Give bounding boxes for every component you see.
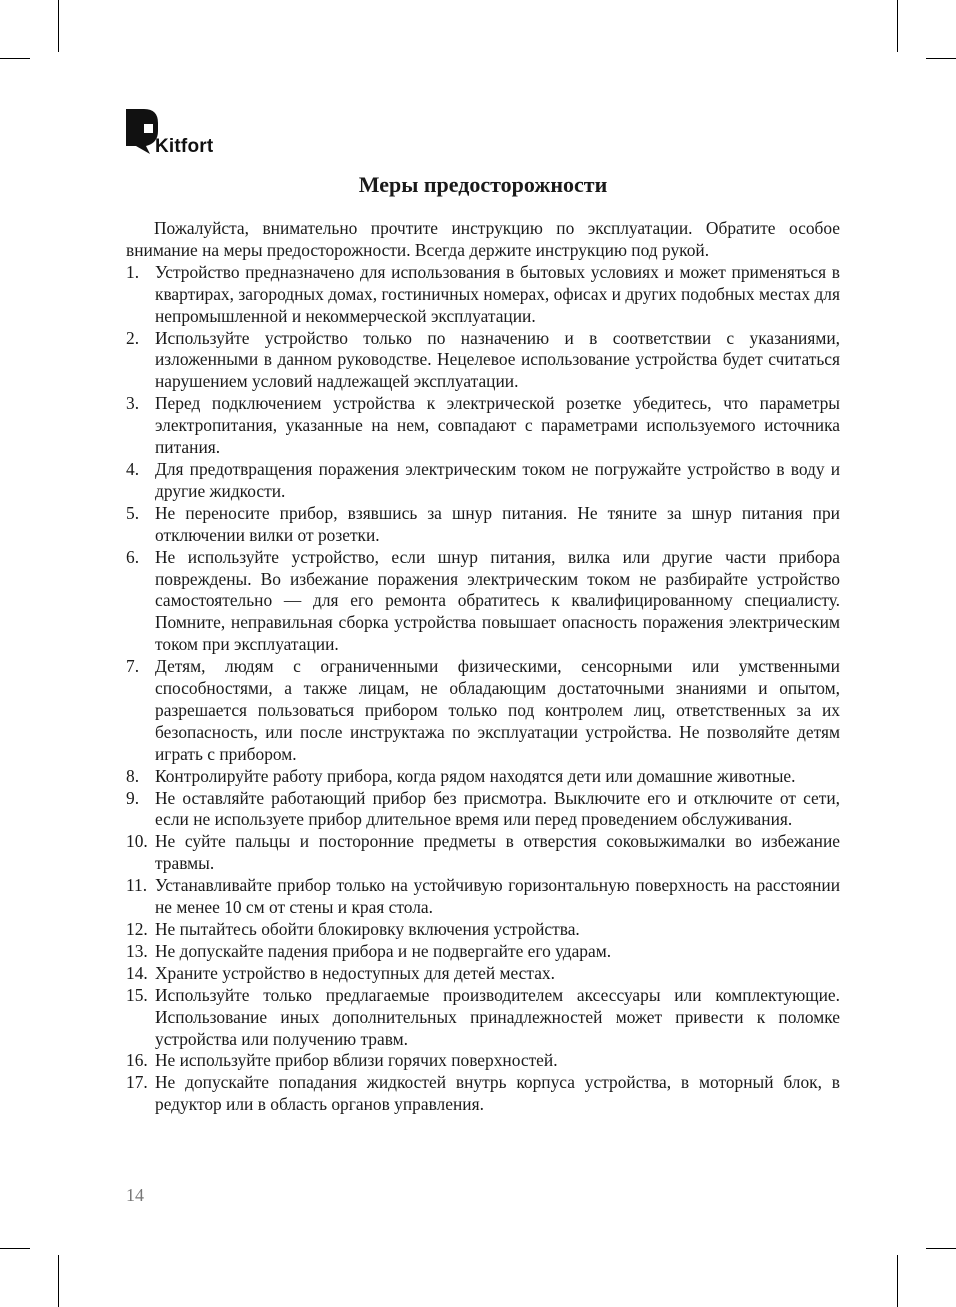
brand-name: Kitfort (155, 136, 214, 157)
safety-rule-item (126, 919, 840, 941)
safety-rule-item (126, 875, 840, 919)
safety-rule-item (126, 1050, 840, 1072)
safety-rule-item (126, 985, 840, 1051)
crop-mark-right-top (926, 58, 956, 59)
rule-text: Не используйте прибор вблизи горячих поверхностей. (155, 1050, 558, 1071)
rule-number: 1. (126, 261, 140, 282)
rule-number: 9. (126, 787, 140, 808)
rule-text: Перед подключением устройства к электрической розетке убедитесь, что параметры электропитания, указанные на нем, совпадают с параметрами используемого источника питания. (155, 393, 840, 458)
rule-text: Не используйте устройство, если шнур питания, вилка или другие части прибора повреждены. Во избежание поражения электрическим током не разбирайте устройство самостоятельно — для его ремонта обратитесь к квалифицированному специалисту. Помните, неправильная сборка устройства повышает опасность поражения электрическим током при эксплуатации. (155, 546, 840, 655)
rule-text: Используйте устройство только по назначению и в соответствии с указаниями, изложенными в данном руководстве. Нецелевое использование устройства будет считаться нарушением условий надлежащей эксплуатации. (155, 327, 840, 392)
rule-number: 11. (126, 875, 148, 896)
safety-rule-item (126, 393, 840, 459)
crop-mark-bottom-right (897, 1255, 898, 1307)
rule-number: 13. (126, 940, 148, 961)
safety-rule-item (126, 547, 840, 657)
brand-logo (126, 109, 226, 159)
rule-number: 7. (126, 656, 140, 677)
rule-number: 12. (126, 919, 148, 939)
rule-number: 10. (126, 831, 148, 852)
rule-number: 5. (126, 502, 140, 523)
rule-number: 4. (126, 458, 140, 479)
rule-text: Не пытайтесь обойти блокировку включения устройства. (155, 919, 580, 939)
safety-rule-item (126, 831, 840, 875)
rule-number: 14. (126, 962, 148, 983)
brand-logo-icon (126, 109, 158, 157)
crop-mark-bottom-left (58, 1255, 59, 1307)
safety-rule-item (126, 766, 840, 788)
rule-number: 16. (126, 1050, 148, 1071)
rule-text: Храните устройство в недоступных для детей местах. (155, 962, 555, 983)
rule-number: 6. (126, 546, 140, 567)
intro-paragraph: Пожалуйста, внимательно прочтите инструкцию по эксплуатации. Обратите особое внимание на меры предосторожности. Всегда держите инструкцию под рукой. (126, 218, 840, 260)
rule-text: Используйте только предлагаемые производителем аксессуары или комплектующие. Использование иных дополнительных принадлежностей может привести к поломке устройства или получению травм. (155, 984, 840, 1049)
page-number: 14 (126, 1185, 144, 1205)
safety-rule-item (126, 656, 840, 766)
safety-rule-item (126, 503, 840, 547)
safety-rule-item (126, 941, 840, 963)
safety-rule-item (126, 328, 840, 394)
rule-text: Контролируйте работу прибора, когда рядом находятся дети или домашние животные. (155, 765, 796, 786)
crop-mark-right-bottom (926, 1248, 956, 1249)
safety-rule-item (126, 788, 840, 832)
rule-number: 2. (126, 327, 140, 348)
rule-text: Не оставляйте работающий прибор без присмотра. Выключите его и отключите от сети, если не используете прибор длительное время или перед проведением обслуживания. (155, 787, 840, 830)
crop-mark-left-bottom (0, 1248, 30, 1249)
crop-mark-top-right (897, 0, 898, 52)
safety-rule-item (126, 963, 840, 985)
safety-section (126, 218, 840, 1116)
rule-number: 8. (126, 765, 140, 786)
rule-text: Не допускайте попадания жидкостей внутрь корпуса устройства, в моторный блок, в редуктор или в область органов управления. (155, 1072, 840, 1115)
rule-text: Не суйте пальцы и посторонние предметы в отверстия соковыжималки во избежание травмы. (155, 831, 840, 874)
rule-text: Не допускайте падения прибора и не подвергайте его ударам. (155, 940, 612, 961)
crop-mark-top-left (58, 0, 59, 52)
rule-text: Устанавливайте прибор только на устойчивую горизонтальную поверхность на расстоянии не менее 10 см от стены и края стола. (155, 875, 840, 918)
safety-rule-item (126, 1072, 840, 1116)
safety-rules-list (126, 262, 840, 1116)
safety-rule-item (126, 262, 840, 328)
safety-rule-item (126, 459, 840, 503)
rule-text: Не переносите прибор, взявшись за шнур питания. Не тяните за шнур питания при отключении вилки от розетки. (155, 502, 840, 545)
rule-number: 3. (126, 393, 140, 414)
rule-text: Детям, людям с ограниченными физическими, сенсорными или умственными способностями, а также лицам, не обладающим достаточными знаниями и опытом, разрешается пользоваться прибором только под контролем лиц, ответственных за их безопасность, или после инструктажа по эксплуатации устройства. Не позволяйте детям играть с прибором. (155, 656, 840, 764)
rule-number: 15. (126, 984, 148, 1005)
page-title: Меры предосторожности (358, 172, 608, 197)
rule-number: 17. (126, 1072, 148, 1093)
rule-text: Для предотвращения поражения электрическим током не погружайте устройство в воду и другие жидкости. (155, 458, 840, 501)
rule-text: Устройство предназначено для использования в бытовых условиях и может применяться в квартирах, загородных домах, гостиничных номерах, офисах и других подобных местах для непромышленной и некоммерческой эксплуатации. (155, 261, 840, 326)
crop-mark-left-top (0, 58, 30, 59)
